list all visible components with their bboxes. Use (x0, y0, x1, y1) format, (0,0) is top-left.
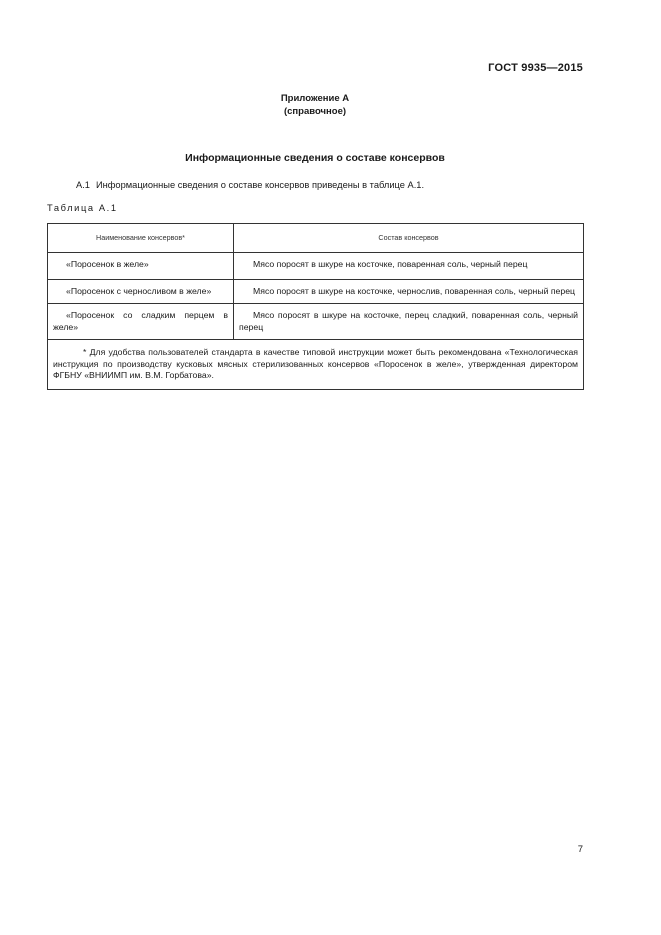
clause-number: А.1 (76, 180, 90, 190)
table-caption: Таблица А.1 (47, 203, 118, 213)
table-footnote-row (48, 340, 584, 390)
appendix-title: Приложение А (280, 93, 350, 104)
table-footnote: * Для удобства пользователей стандарта в качестве типовой инструкции может быть рекомендована «Технологическая инструкция по производству кусковых мясных стерилизованных консервов «Поросенок в желе», утвержденная директором ФГБНУ «ВНИИМП им. В.М. Горбатова». (48, 340, 584, 390)
product-name-cell: «Поросенок со сладким перцем в желе» (48, 304, 234, 340)
page-number: 7 (577, 844, 583, 855)
composition-cell: Мясо поросят в шкуре на косточке, чернослив, поваренная соль, черный перец (234, 279, 584, 304)
composition-table (47, 223, 584, 390)
table-header-row (48, 224, 584, 253)
table-row (48, 279, 584, 304)
table-row (48, 304, 584, 340)
composition-cell: Мясо поросят в шкуре на косточке, поваренная соль, черный перец (234, 252, 584, 279)
intro-paragraph (76, 180, 424, 190)
table-row (48, 252, 584, 279)
appendix-subtitle: (справочное) (283, 106, 347, 117)
header-name: Наименование консервов* (48, 224, 234, 253)
product-name-cell: «Поросенок в желе» (48, 252, 234, 279)
clause-text: Информационные сведения о составе консервов приведены в таблице А.1. (95, 180, 425, 190)
standard-code: ГОСТ 9935—2015 (488, 62, 583, 74)
appendix-heading (0, 92, 630, 118)
section-title: Информационные сведения о составе консервов (185, 152, 445, 164)
composition-cell: Мясо поросят в шкуре на косточке, перец сладкий, поваренная соль, черный перец (234, 304, 584, 340)
header-composition: Состав консервов (234, 224, 584, 253)
product-name-cell: «Поросенок с черносливом в желе» (48, 279, 234, 304)
